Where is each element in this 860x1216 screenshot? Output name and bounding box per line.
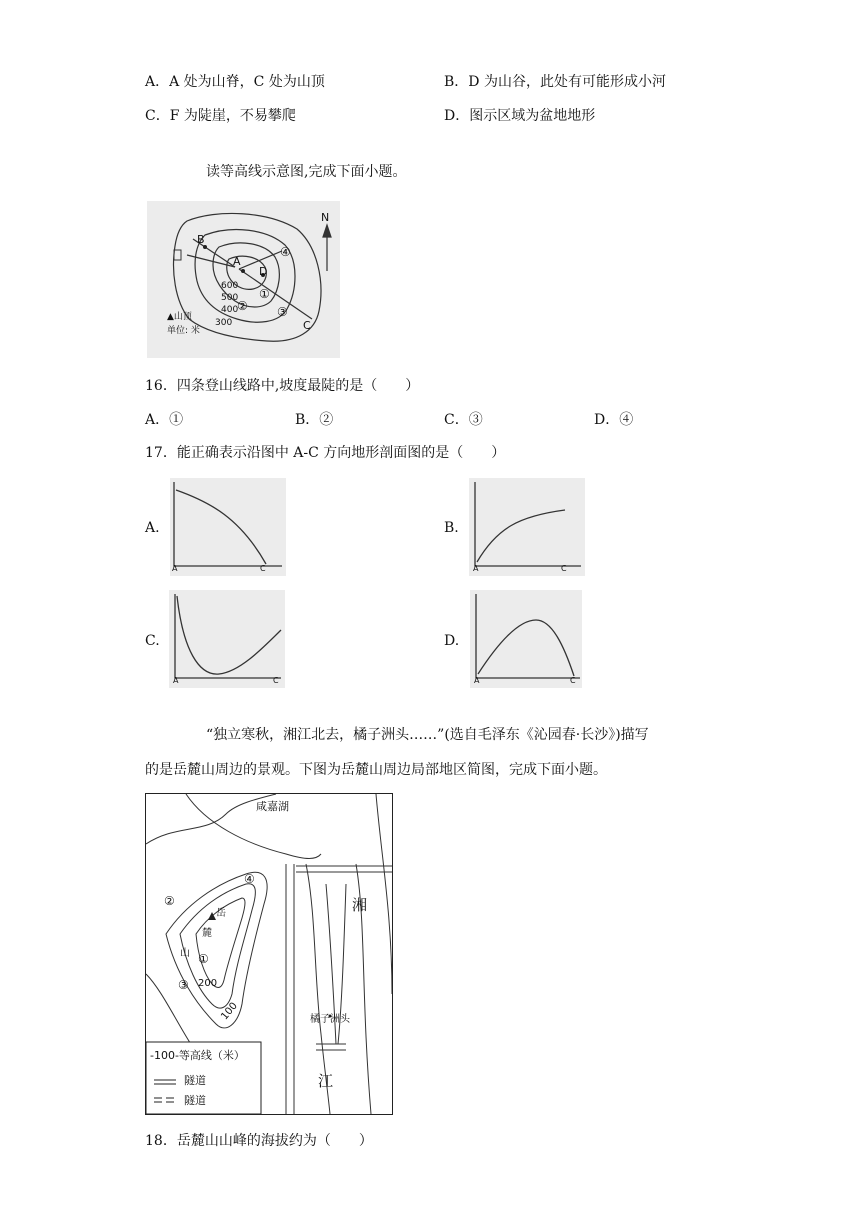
- map2-route-1: ①: [198, 952, 209, 966]
- q17-option-c-label: C.: [145, 633, 160, 649]
- q16-stem: 16．四条登山线路中,坡度最陡的是（ ）: [145, 378, 420, 394]
- map1-legend-peak: ▲山顶: [167, 312, 192, 322]
- q17-option-a-label: A.: [145, 520, 160, 536]
- profile-d-axis-a: A: [474, 676, 480, 685]
- map2-peak-char-3: 山: [180, 948, 190, 959]
- q15-option-b: B．D 为山谷，此处有可能形成小河: [444, 74, 666, 90]
- profile-b-axis-c: C: [561, 564, 567, 573]
- map1-legend-unit: 单位: 米: [167, 326, 200, 336]
- map1-label-n: N: [321, 211, 330, 224]
- map2-river-label-1: 湘: [352, 896, 368, 914]
- profile-a-axis-c: C: [260, 564, 266, 573]
- profile-b-axis-a: A: [473, 564, 479, 573]
- profile-c-axis-a: A: [173, 676, 179, 685]
- map2-legend-tunnel-2: 隧道: [184, 1094, 206, 1107]
- map2-contour-200: 200: [198, 978, 218, 989]
- map2-peak-char-2: 麓: [202, 928, 212, 939]
- profile-b-figure: [469, 478, 585, 576]
- profile-a-axis-a: A: [172, 564, 178, 573]
- map1-route-2: ②: [237, 299, 248, 313]
- map1-contour-600: 600: [221, 281, 239, 291]
- q17-option-b-label: B.: [444, 520, 459, 536]
- map1-label-d: D: [259, 265, 268, 278]
- profile-c-axis-c: C: [273, 676, 279, 685]
- q18-stem: 18．岳麓山山峰的海拔约为（ ）: [145, 1133, 373, 1149]
- q16-option-a: A．①: [145, 412, 184, 428]
- q15-option-c: C．F 为陡崖，不易攀爬: [145, 108, 296, 124]
- intro-yuelu-line1: “独立寒秋，湘江北去，橘子洲头……”(选自毛泽东《沁园春·长沙》)描写: [206, 727, 649, 743]
- map1-contour-400: 400: [221, 305, 239, 315]
- yuelu-map-figure: [145, 793, 393, 1115]
- q16-option-c: C．③: [444, 412, 483, 428]
- map2-route-3: ③: [178, 978, 189, 992]
- q17-option-d-label: D.: [444, 633, 460, 649]
- map2-peak-char-1: 岳: [216, 908, 226, 919]
- map2-contour-100: 100: [219, 1000, 240, 1023]
- intro-contour-map: 读等高线示意图,完成下面小题。: [206, 164, 407, 180]
- q15-option-a: A．A 处为山脊，C 处为山顶: [145, 74, 325, 90]
- intro-yuelu-line2: 的是岳麓山周边的景观。下图为岳麓山周边局部地区简图，完成下面小题。: [145, 762, 607, 778]
- map1-label-c: C: [303, 319, 311, 332]
- q17-stem: 17．能正确表示沿图中 A-C 方向地形剖面图的是（ ）: [145, 445, 506, 461]
- map2-route-2: ②: [164, 894, 175, 908]
- contour-map-figure: [147, 201, 340, 358]
- q15-option-d: D．图示区域为盆地地形: [444, 108, 596, 124]
- map1-route-4: ④: [280, 245, 291, 259]
- q16-option-d: D．④: [594, 412, 634, 428]
- map2-legend-contour: -100-等高线（米）: [150, 1049, 245, 1062]
- q16-option-b: B．②: [295, 412, 334, 428]
- profile-d-figure: [470, 590, 582, 688]
- profile-d-axis-c: C: [570, 676, 576, 685]
- map1-label-b: B: [197, 233, 205, 246]
- map1-contour-300: 300: [215, 318, 233, 328]
- map2-legend-tunnel-1: 隧道: [184, 1074, 206, 1087]
- profile-c-figure: [169, 590, 285, 688]
- map1-contour-500: 500: [221, 293, 239, 303]
- profile-a-figure: [170, 478, 286, 576]
- map2-route-4: ④: [244, 872, 255, 886]
- map1-label-a: A: [233, 255, 241, 268]
- map2-river-label-2: 江: [318, 1072, 334, 1090]
- map1-route-3: ③: [277, 305, 288, 319]
- map1-route-1: ①: [259, 287, 270, 301]
- map2-island-label: 橘子洲头: [310, 1014, 350, 1025]
- map2-lake-label: 咸嘉湖: [256, 800, 289, 813]
